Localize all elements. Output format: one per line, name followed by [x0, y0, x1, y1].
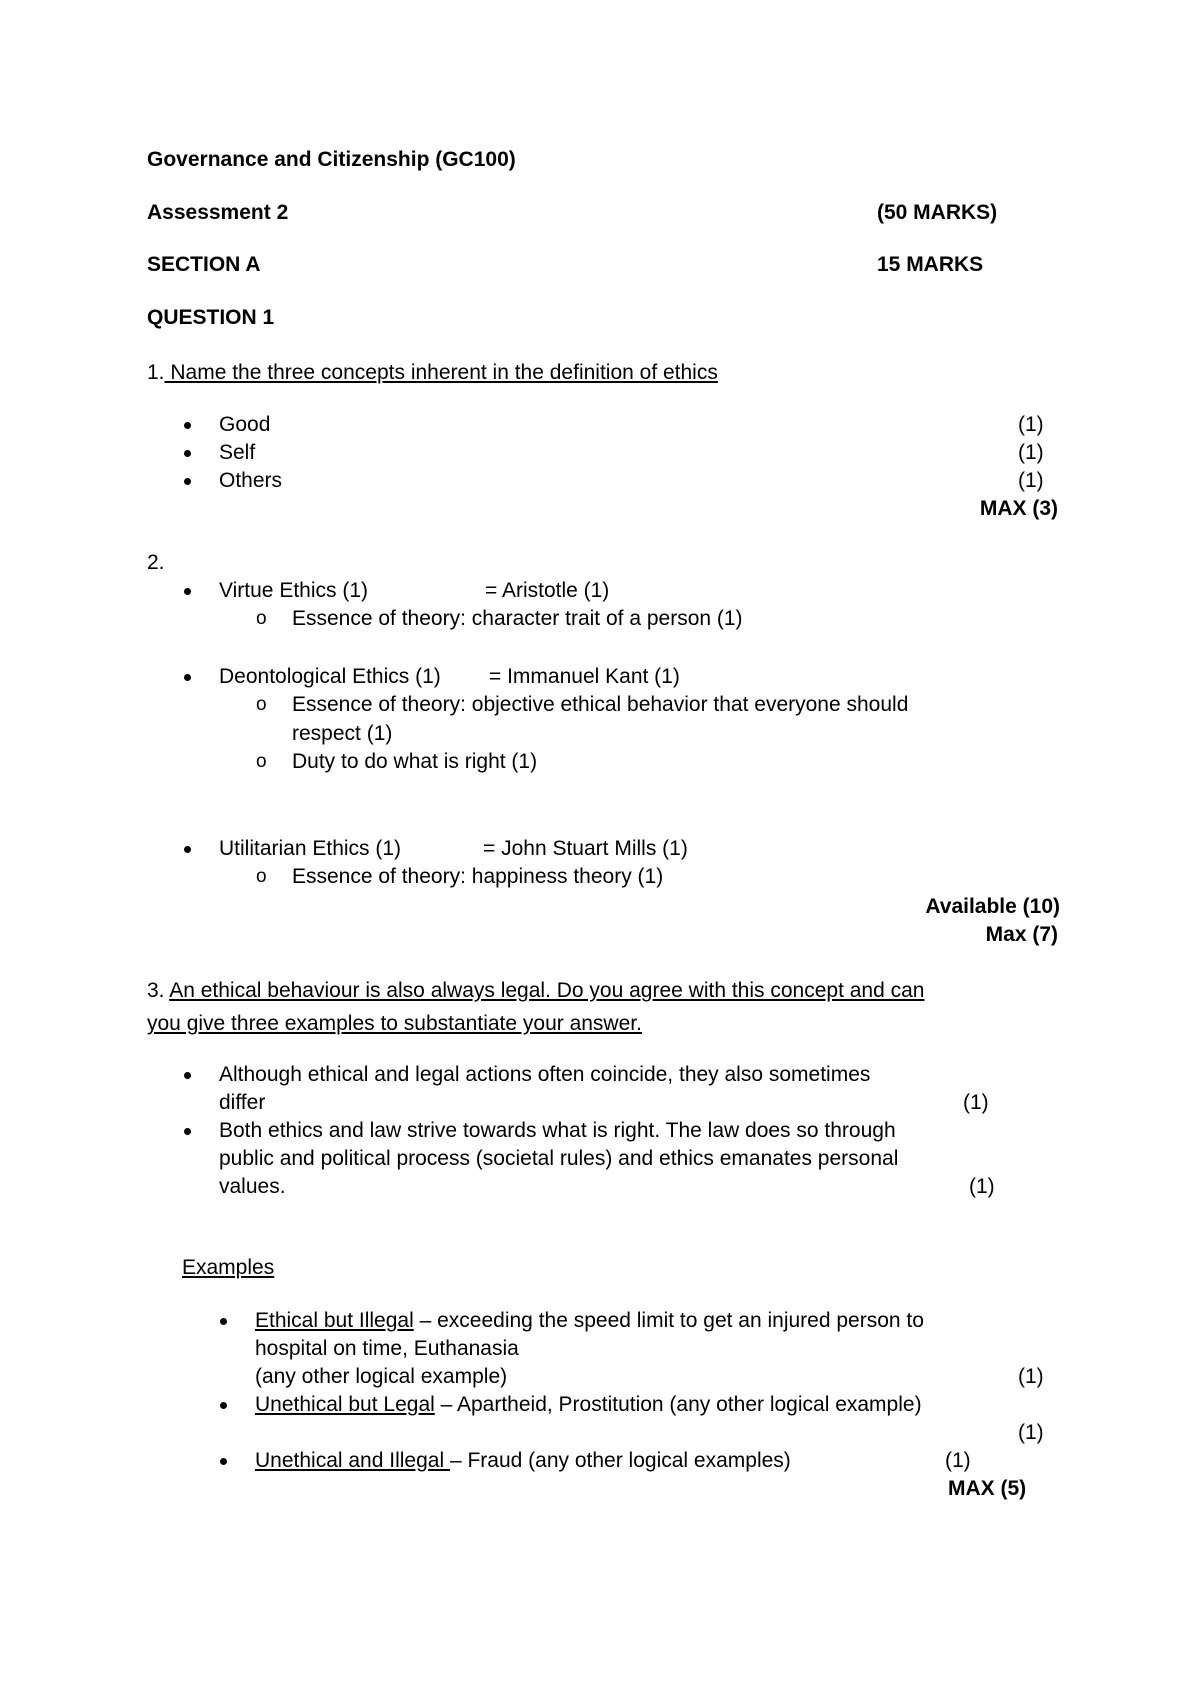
example-mark: (1): [1018, 1421, 1044, 1444]
bullet-icon: [220, 1458, 227, 1465]
example-line: (any other logical example): [255, 1365, 508, 1388]
question-heading: QUESTION 1: [147, 306, 275, 329]
q2-number: 2.: [147, 551, 165, 574]
example-label: Unethical but Legal: [255, 1393, 435, 1416]
q2-theory-name: Virtue Ethics (1): [219, 579, 368, 602]
q2-theory-sub: Duty to do what is right (1): [292, 750, 538, 773]
q3-point-line: Although ethical and legal actions often coincide, they also sometimes: [219, 1063, 871, 1086]
q3-point-mark: (1): [963, 1091, 989, 1114]
example-text: – exceeding the speed limit to get an injured person to: [413, 1309, 924, 1332]
bullet-icon: [220, 1402, 227, 1409]
q3-point-line: values.: [219, 1175, 286, 1198]
q3-point-line: Both ethics and law strive towards what is right. The law does so through: [219, 1119, 896, 1142]
section-marks: 15 MARKS: [877, 253, 984, 276]
q2-theory-author: = Immanuel Kant (1): [489, 665, 680, 688]
q3-prompt-line2: you give three examples to substantiate your answer.: [147, 1012, 642, 1035]
bullet-icon: [184, 422, 191, 429]
q3-prompt-text: An ethical behaviour is also always legal. Do you agree with this concept and can: [169, 979, 925, 1002]
q1-number: 1.: [147, 361, 165, 384]
q2-theory-name: Deontological Ethics (1): [219, 665, 441, 688]
q3-number: 3.: [147, 979, 170, 1002]
example-item: [255, 1447, 791, 1475]
q2-available: Available (10): [925, 895, 1060, 918]
circle-bullet-icon: o: [256, 608, 267, 629]
bullet-icon: [184, 1072, 191, 1079]
example-label: Ethical but Illegal: [255, 1309, 414, 1332]
q2-theory-author: = Aristotle (1): [485, 579, 610, 602]
q1-item-mark: (1): [1018, 413, 1044, 436]
example-item: [255, 1307, 924, 1335]
q2-theory-name: Utilitarian Ethics (1): [219, 837, 402, 860]
example-text: – Fraud (any other logical examples): [449, 1449, 791, 1472]
assessment-label: Assessment 2: [147, 201, 289, 224]
example-mark: (1): [945, 1449, 971, 1472]
circle-bullet-icon: o: [256, 694, 267, 715]
bullet-icon: [220, 1318, 227, 1325]
circle-bullet-icon: o: [256, 866, 267, 887]
q1-prompt-text: Name the three concepts inherent in the definition of ethics: [164, 361, 718, 384]
q2-max: Max (7): [985, 923, 1058, 946]
bullet-icon: [184, 588, 191, 595]
q3-point-line: public and political process (societal rules) and ethics emanates personal: [219, 1147, 899, 1170]
circle-bullet-icon: o: [256, 751, 267, 772]
q1-max: MAX (3): [979, 497, 1058, 520]
q3-point-mark: (1): [969, 1175, 995, 1198]
example-line: hospital on time, Euthanasia: [255, 1337, 519, 1360]
q2-theory-sub: Essence of theory: objective ethical behavior that everyone should: [292, 693, 909, 716]
q1-item: Good: [219, 413, 271, 436]
bullet-icon: [184, 1128, 191, 1135]
total-marks: (50 MARKS): [877, 201, 998, 224]
q1-item-mark: (1): [1018, 441, 1044, 464]
q3-max: MAX (5): [948, 1477, 1027, 1500]
examples-heading: Examples: [182, 1256, 275, 1279]
q2-theory-author: = John Stuart Mills (1): [483, 837, 688, 860]
q1-prompt: [147, 359, 718, 387]
q3-point-line: differ: [219, 1091, 266, 1114]
q3-prompt-line1: [147, 977, 924, 1005]
example-item: [255, 1391, 922, 1419]
q1-item-mark: (1): [1018, 469, 1044, 492]
q2-theory-sub: Essence of theory: happiness theory (1): [292, 865, 664, 888]
bullet-icon: [184, 674, 191, 681]
example-text: – Apartheid, Prostitution (any other logical example): [434, 1393, 922, 1416]
bullet-icon: [184, 450, 191, 457]
bullet-icon: [184, 846, 191, 853]
bullet-icon: [184, 478, 191, 485]
q1-item: Self: [219, 441, 256, 464]
q1-item: Others: [219, 469, 283, 492]
example-mark: (1): [1018, 1365, 1044, 1388]
document-title: Governance and Citizenship (GC100): [147, 148, 516, 171]
example-label: Unethical and Illegal: [255, 1449, 450, 1472]
q2-theory-sub-cont: respect (1): [292, 722, 393, 745]
q2-theory-sub: Essence of theory: character trait of a person (1): [292, 607, 743, 630]
section-label: SECTION A: [147, 253, 261, 276]
